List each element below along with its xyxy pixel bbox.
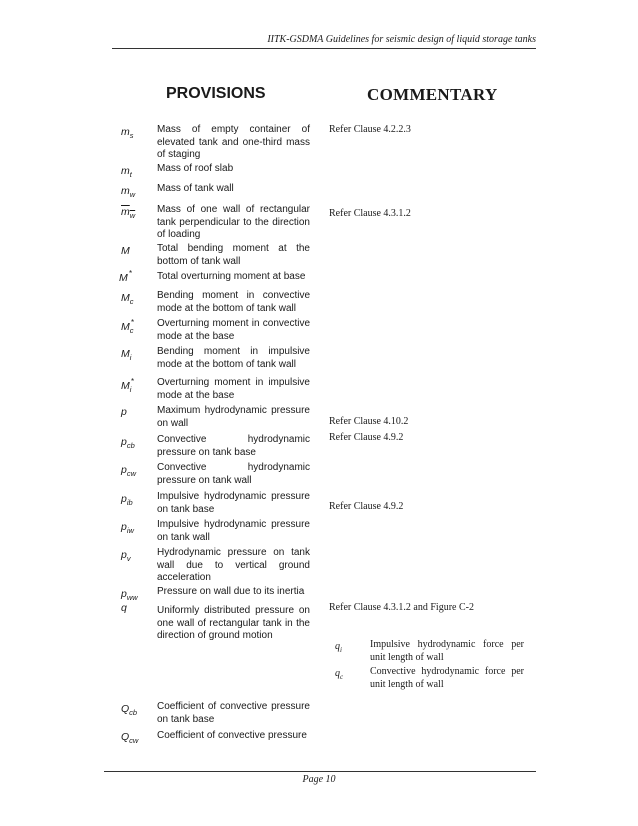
symbol-ms: $m_s$ — [121, 126, 134, 141]
provisions-heading: PROVISIONS — [166, 85, 266, 102]
symbol-mt: $m_t$ — [121, 165, 132, 180]
definition-pcb: Convective hydrodynamic pressure on tank base — [157, 434, 310, 458]
definition-mw: Mass of tank wall — [157, 183, 234, 194]
clause-reference: Refer Clause 4.9.2 — [329, 501, 404, 512]
symbol-mw-bar: $m_w$ — [121, 206, 136, 221]
definition-p: Maximum hydrodynamic pressure on wall — [157, 405, 310, 429]
clause-reference: Refer Clause 4.3.1.2 — [329, 208, 411, 219]
symbol-piw: $p_{iw}$ — [121, 521, 134, 536]
definition-pv: Hydrodynamic pressure on tank wall due to vertical ground acceleration — [157, 547, 310, 583]
definition-Mi: Bending moment in impulsive mode at the bottom of tank wall — [157, 346, 310, 370]
header-rule — [112, 48, 536, 49]
symbol-mw: $m_w$ — [121, 185, 136, 200]
page-number: Page 10 — [302, 774, 336, 785]
symbol-Mi-star: $M_i$ * — [121, 377, 135, 395]
definition-pib: Impulsive hydrodynamic pressure on tank base — [157, 491, 310, 515]
symbol-Mc-star: $M_c$ * — [121, 318, 135, 336]
definition-pww: Pressure on wall due to its inertia — [157, 586, 305, 597]
symbol-pcb: $p_{cb}$ — [121, 436, 135, 451]
definition-M-star: Total overturning moment at base — [157, 271, 306, 282]
definition-q: Uniformly distributed pressure on one wall of rectangular tank in the direction of ground motion — [157, 605, 310, 641]
symbol-M-star: M * — [119, 269, 133, 284]
symbol-Qcw: $Q_{cw}$ — [121, 731, 139, 746]
symbol-Mc: $M_c$ — [121, 292, 134, 307]
definition-ms: Mass of empty container of elevated tank and one-third mass of staging — [157, 124, 310, 160]
symbol-Qcb: $Q_{cb}$ — [121, 703, 138, 718]
definition-pcw: Convective hydrodynamic pressure on tank wall — [157, 462, 310, 486]
commentary-definition-qi: Impulsive hydrodynamic force per unit length of wall — [370, 639, 524, 663]
definition-piw: Impulsive hydrodynamic pressure on tank wall — [157, 519, 310, 543]
definition-Mc-star: Overturning moment in convective mode at the base — [157, 318, 310, 342]
commentary-symbol-qc: $q_c$ — [335, 668, 344, 681]
definition-Mc: Bending moment in convective mode at the bottom of tank wall — [157, 290, 310, 314]
clause-reference: Refer Clause 4.9.2 — [329, 432, 404, 443]
commentary-symbol-qi: $q_i$ — [335, 641, 342, 654]
clause-reference: Refer Clause 4.2.2.3 — [329, 124, 411, 135]
definition-Mi-star: Overturning moment in impulsive mode at the base — [157, 377, 310, 401]
definition-M: Total bending moment at the bottom of tank wall — [157, 243, 310, 267]
definition-Qcw: Coefficient of convective pressure — [157, 730, 307, 741]
symbol-pib: $p_{ib}$ — [121, 493, 133, 508]
symbol-pcw: $p_{cw}$ — [121, 464, 137, 479]
symbol-p: p — [121, 406, 127, 418]
definition-Qcb: Coefficient of convective pressure on tank base — [157, 701, 310, 725]
definition-mt: Mass of roof slab — [157, 163, 234, 174]
symbol-q: q — [121, 602, 127, 614]
symbol-Mi: $M_i$ — [121, 348, 132, 363]
commentary-definition-qc: Convective hydrodynamic force per unit length of wall — [370, 666, 524, 690]
symbol-pww: $p_{ww}$ — [121, 588, 138, 603]
symbol-M: M — [121, 245, 130, 257]
commentary-heading: COMMENTARY — [367, 85, 498, 104]
symbol-pv: $p_v$ — [121, 549, 131, 564]
clause-reference: Refer Clause 4.3.1.2 and Figure C-2 — [329, 602, 474, 613]
clause-reference: Refer Clause 4.10.2 — [329, 416, 409, 427]
footer-rule — [104, 771, 536, 772]
definition-mw-bar: Mass of one wall of rectangular tank perpendicular to the direction of loading — [157, 204, 310, 240]
header-title: IITK-GSDMA Guidelines for seismic design of liquid storage tanks — [267, 34, 536, 45]
